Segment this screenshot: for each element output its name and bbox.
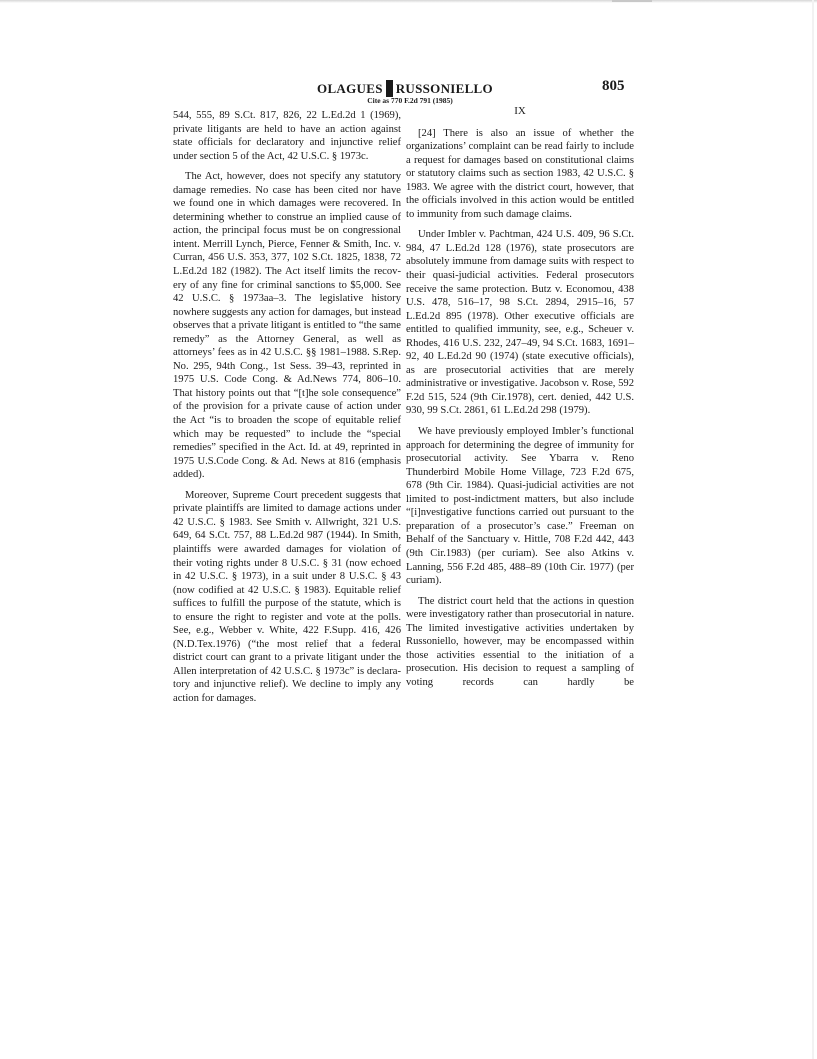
page-top-edge — [0, 0, 817, 3]
scan-mark — [612, 0, 652, 2]
running-head-separator — [386, 80, 393, 97]
section-heading: IX — [514, 105, 526, 117]
body-paragraph: Under Imbler v. Pachtman, 424 U.S. 409, 96 S.Ct. 984, 47 L.Ed.2d 128 (1976), state prosecutors are absolutely immune from damage suits with respect to their quasi-judicial activities. Federal prosecutors receive the same protection. Butz v. Economou, 438 U.S. 478, 516–17, 98 S.Ct. 2894, 2915–16, 57 L.Ed.2d 895 (1978). Other executive officials are entitled to qualified immunity, see, e.g., Scheuer v. Rhodes, 416 U.S. 232, 247–49, 94 S.Ct. 1683, 1691–92, 40 L.Ed.2d 90 (1974) (state executive officials), as are prosecutorial activities that are merely administrative or investigative. Jacobson v. Rose, 592 F.2d 515, 524 (9th Cir.1978), cert. denied, 442 U.S. 930, 99 S.Ct. 2861, 61 L.Ed.2d 298 (1979). — [406, 229, 634, 417]
right-column — [406, 105, 634, 696]
body-paragraph: Moreover, Supreme Court precedent suggests that private plaintiffs are limited to damage actions under 42 U.S.C. § 1983. See Smith v. Allwright, 321 U.S. 649, 64 S.Ct. 757, 88 L.Ed.2d 987 (1944). In Smith, plaintiffs were awarded damages for violation of their voting rights under 8 U.S.C. § 31 (now echoed in 42 U.S.C. § 1973), in a suit under 8 U.S.C. § 43 (now codified at 42 U.S.C. § 1983). Equitable relief suffices to fulfill the purpose of the statute, which is to ensure the right to register and vote at the polls. See, e.g., Webber v. White, 422 F.Supp. 416, 426 (N.D.Tex.1976) (“the most relief that a federal district court can grant to a private litigant under the Allen interpretation of 42 U.S.C. § 1973c” is declaratory and injunctive relief). We decline to imply any action for damages. — [173, 489, 401, 704]
running-head — [300, 80, 510, 97]
page-right-edge — [812, 0, 814, 1059]
citation-line: Cite as 770 F.2d 791 (1985) — [367, 96, 453, 105]
body-paragraph: The district court held that the actions in question were investigatory rather than prosecutorial in nature. The limited investigative activities undertaken by Russoniello, however, may be encompassed within those activities essential to the initiation of a prosecution. His decision to request a sampling of voting records can hardly be — [406, 595, 634, 688]
body-paragraph: 544, 555, 89 S.Ct. 817, 826, 22 L.Ed.2d 1 (1969), private litigants are held to have an action against state officials for declaratory and injunctive relief under section 5 of the Act, 42 U.S.C. § 1973c. — [173, 110, 401, 162]
body-paragraph: [24] There is also an issue of whether the organizations’ complaint can be read fairly to include a request for damages based on constitutional claims or statutory claims such as section 1983, 42 U.S.C. § 1983. We agree with the district court, however, that the officials involved in this action would be entitled to immunity from such damage claims. — [406, 127, 634, 220]
running-head-right: RUSSONIELLO — [395, 81, 493, 96]
body-paragraph: The Act, however, does not specify any statutory damage remedies. No case has been cited nor have we found one in which damages were recovered. In determining whether to construe an implied cause of action, the principal focus must be on congressional intent. Merrill Lynch, Pierce, Fenner & Smith, Inc. v. Curran, 456 U.S. 353, 377, 102 S.Ct. 1825, 1838, 72 L.Ed.2d 182 (1982). The Act itself limits the recovery of any fine for criminal sanctions to $5,000. See 42 U.S.C. § 1973aa–3. The legislative history nowhere suggests any action for damages, but instead observes that a private litigant is entitled to “the same remedy” as the Attorney General, as well as attorneys’ fees as in 42 U.S.C. §§ 1981–1988. S.Rep. No. 295, 94th Cong., 1st Sess. 39–43, reprinted in 1975 U.S. Code Cong. & Ad.News 774, 806–10. That history points out that “[t]he sole consequence” of the provision for a private cause of action under the Act “is to broaden the scope of equitable relief which may be requested” to include the “special remedies” specified in the Act. Id. at 49, reprinted in 1975 U.S.Code Cong. & Ad. News at 816 (emphasis added). — [173, 171, 401, 481]
body-paragraph: We have previously employed Imbler’s functional approach for determining the degree of immunity for prosecutorial activity. See Ybarra v. Reno Thunderbird Mobile Home Village, 723 F.2d 675, 678 (9th Cir. 1984). Quasi-judicial activities are not limited to post-indictment matters, but also include “[i]nvestigative functions carried out pursuant to the preparation of a prosecutor’s case.” Freeman on Behalf of the Sanctuary v. Hittle, 708 F.2d 442, 443 (9th Cir.1983) (per curiam). See also Atkins v. Lanning, 556 F.2d 485, 488–89 (10th Cir. 1977) (per curiam). — [406, 426, 634, 587]
page-number: 805 — [602, 78, 625, 94]
left-column — [173, 109, 401, 713]
running-head-left: OLAGUES — [317, 81, 383, 96]
